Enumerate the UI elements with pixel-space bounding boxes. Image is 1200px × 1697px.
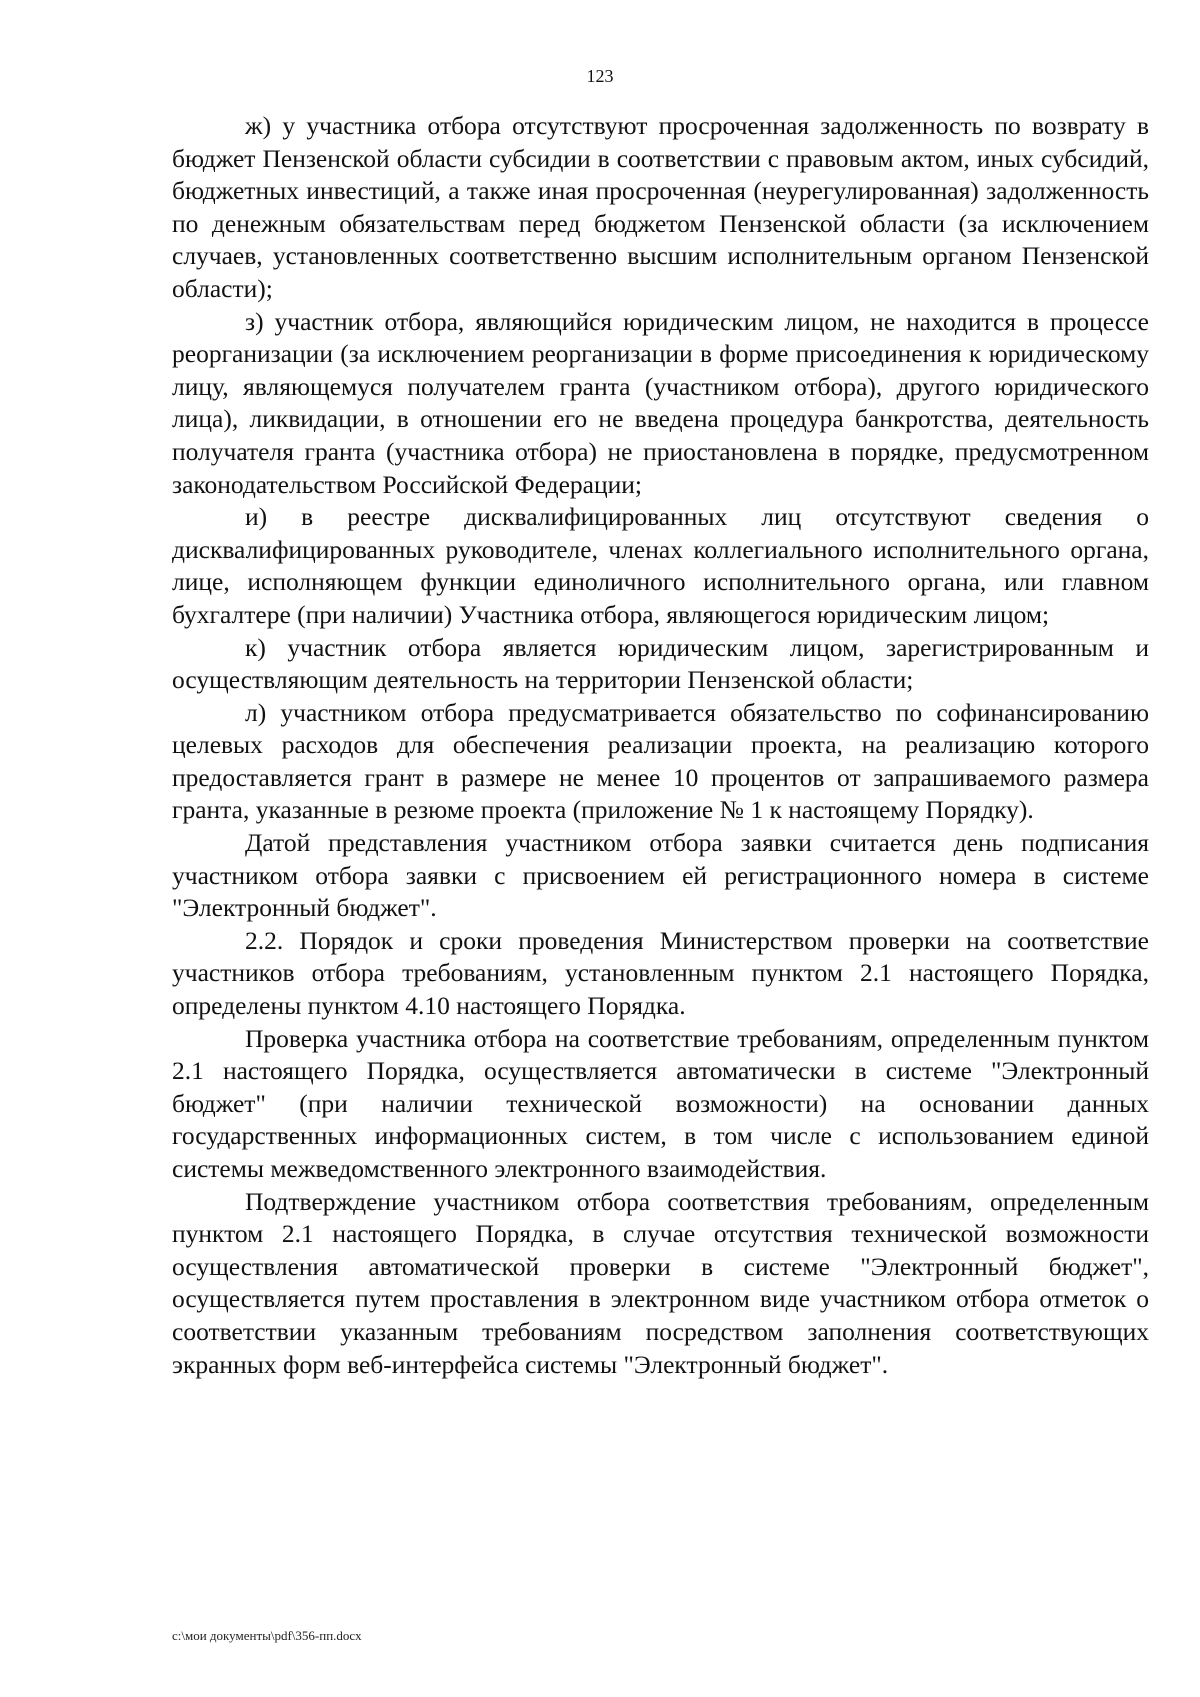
paragraph-application-date: Датой представления участником отбора заявки считается день подписания участником отбора заявки с присвоением ей регистрационного номера в системе "Электронный бюджет". xyxy=(172,828,1149,923)
paragraph-item-l: л) участником отбора предусматривается обязательство по софинансированию целевых расходов для обеспечения реализации проекта, на реализацию которого предоставляется грант в размере не менее 10 процентов от запрашиваемого размера гранта, указанные в резюме проекта (приложение № 1 к настоящему Порядку). xyxy=(172,697,1149,825)
paragraph-item-k: к) участник отбора является юридическим лицом, зарегистрированным и осуществляющим деятельность на территории Пензенской области; xyxy=(172,632,1149,695)
footer-file-path: c:\мои документы\pdf\356-пп.docx xyxy=(172,1628,362,1643)
paragraph-section-2-2: 2.2. Порядок и сроки проведения Министерством проверки на соответствие участников отбора требованиям, установленным пунктом 2.1 настоящего Порядка, определены пунктом 4.10 настоящего Порядка. xyxy=(172,925,1149,1021)
paragraph-automatic-check: Проверка участника отбора на соответствие требованиям, определенным пунктом 2.1 настоящего Порядка, осуществляется автоматически в системе "Электронный бюджет" (при наличии технической возможности) на основании данных государственных информационных систем, в том числе с использованием единой системы межведомственного электронного взаимодействия. xyxy=(172,1023,1149,1183)
paragraph-item-z: з) участник отбора, являющийся юридическим лицом, не находится в процессе реорганизации (за исключением реорганизации в форме присоединения к юридическому лицу, являющемуся получателем гранта (участником отбора), другого юридического лица), ликвидации, в отношении его не введена процедура банкротства, деятельность получателя гранта (участника отбора) не приостановлена в порядке, предусмотренном законодательством Российской Федерации; xyxy=(172,306,1149,499)
page-number: 123 xyxy=(586,66,614,86)
paragraph-item-i: и) в реестре дисквалифицированных лиц отсутствуют сведения о дисквалифицированных руководителе, членах коллегиального исполнительного органа, лице, исполняющем функции единоличного исполнительного органа, или главном бухгалтере (при наличии) Участника отбора, являющегося юридическим лицом; xyxy=(172,502,1149,629)
paragraph-item-zh: ж) у участника отбора отсутствуют просроченная задолженность по возврату в бюджет Пензенской области субсидии в соответствии с правовым актом, иных субсидий, бюджетных инвестиций, а также иная просроченная (неурегулированная) задолженность по денежным обязательствам перед бюджетом Пензенской области (за исключением случаев, установленных соответственно высшим исполнительным органом Пензенской области); xyxy=(172,111,1149,303)
paragraph-confirmation: Подтверждение участником отбора соответствия требованиям, определенным пунктом 2.1 настоящего Порядка, в случае отсутствия технической возможности осуществления автоматической проверки в системе "Электронный бюджет", осуществляется путем проставления в электронном виде участником отбора отметок о соответствии указанным требованиям посредством заполнения соответствующих экранных форм веб-интерфейса системы "Электронный бюджет". xyxy=(172,1186,1149,1379)
document-body xyxy=(172,110,1149,1381)
